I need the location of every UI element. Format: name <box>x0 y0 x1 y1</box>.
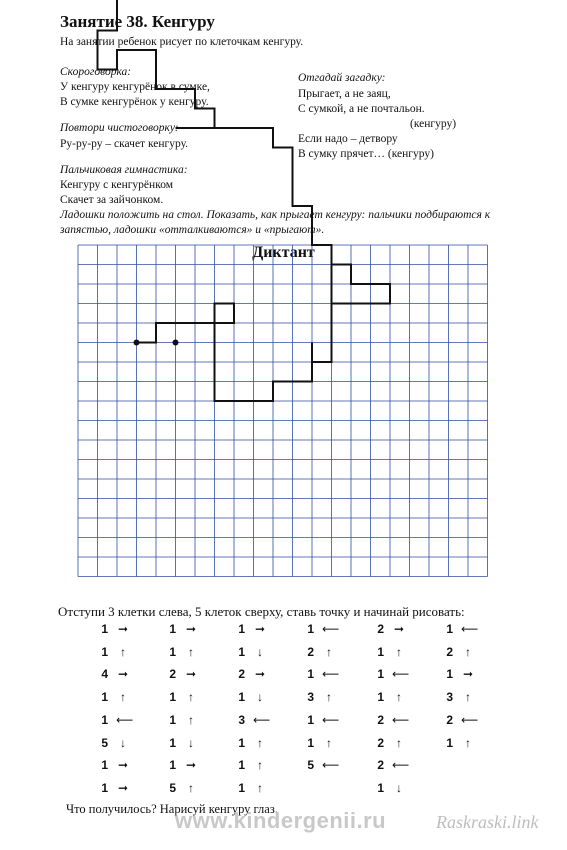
arrow-up-icon: ↑ <box>326 735 332 750</box>
dictation-step <box>94 645 130 659</box>
step-count: 5 <box>101 735 108 750</box>
dictation-step <box>231 712 271 727</box>
step-count: 2 <box>238 667 245 682</box>
step-count: 2 <box>377 758 384 773</box>
step-count: 1 <box>446 735 453 750</box>
dictation-step <box>231 758 267 772</box>
arrow-left-icon: ⟵ <box>322 712 340 727</box>
dictation-step <box>162 736 198 750</box>
riddle-line: С сумкой, а не почтальон. <box>298 103 425 115</box>
finger-gym-task: Ладошки положить на стол. Показать, как прыгает кенгуру: пальчики подбираются к запястью, ладошки «отталкиваются» и «прыгают». <box>60 209 491 236</box>
arrow-right-icon: ➞ <box>462 667 474 682</box>
riddle-line: Если надо – детвору <box>298 133 398 145</box>
step-count: 2 <box>377 622 384 636</box>
riddle-answer: (кенгуру) <box>410 118 457 130</box>
dictation-step <box>94 667 130 681</box>
arrow-up-icon: ↑ <box>188 644 194 659</box>
arrow-up-icon: ↑ <box>188 712 194 727</box>
dictation-step <box>94 758 130 772</box>
arrow-up-icon: ↑ <box>326 690 332 705</box>
arrow-left-icon: ⟵ <box>461 622 479 636</box>
arrow-left-icon: ⟵ <box>253 712 271 727</box>
step-count: 1 <box>446 667 453 682</box>
pure-talk-line: Ру-ру-ру – скачет кенгуру. <box>60 138 189 150</box>
step-count: 3 <box>238 712 245 727</box>
dictation-step <box>231 736 267 750</box>
step-count: 1 <box>101 758 108 773</box>
tongue-twister-line: У кенгуру кенгурёнок в сумке, <box>60 81 210 93</box>
dictation-footer: Что получилось? Нарисуй кенгуру глаз. <box>66 802 278 816</box>
dictation-step <box>370 758 410 773</box>
dictation-step <box>300 667 340 682</box>
arrow-down-icon: ↓ <box>257 690 263 705</box>
dictation-step <box>231 645 267 659</box>
step-count: 1 <box>101 644 108 659</box>
arrow-right-icon: ➞ <box>393 622 405 636</box>
finger-gym-line: Кенгуру с кенгурёнком <box>60 179 174 191</box>
dictation-step <box>370 781 406 795</box>
dictation-step <box>162 713 198 727</box>
step-count: 1 <box>101 690 108 705</box>
dictation-step <box>439 736 475 750</box>
step-count: 2 <box>446 644 453 659</box>
dictation-step <box>94 781 130 795</box>
step-count: 1 <box>101 780 108 795</box>
step-count: 3 <box>307 690 314 705</box>
step-count: 2 <box>377 735 384 750</box>
step-count: 4 <box>101 667 108 682</box>
step-count: 2 <box>307 644 314 659</box>
step-count: 1 <box>377 780 384 795</box>
dictation-step <box>370 645 406 659</box>
dictation-step <box>439 667 475 681</box>
dictation-step <box>439 712 479 727</box>
step-count: 1 <box>307 735 314 750</box>
start-dot <box>173 340 179 346</box>
arrow-left-icon: ⟵ <box>116 712 134 727</box>
step-count: 1 <box>377 690 384 705</box>
step-count: 1 <box>238 690 245 705</box>
arrow-up-icon: ↑ <box>188 690 194 705</box>
dictation-step <box>439 645 475 659</box>
arrow-left-icon: ⟵ <box>322 622 340 636</box>
arrow-up-icon: ↑ <box>257 780 263 795</box>
step-count: 1 <box>169 758 176 773</box>
brand-watermark: Raskraski.link <box>436 812 539 832</box>
step-count: 1 <box>101 622 108 636</box>
site-watermark: www.kindergenii.ru <box>175 808 387 833</box>
finger-gym-label: Пальчиковая гимнастика: <box>60 164 188 176</box>
arrow-up-icon: ↑ <box>465 735 471 750</box>
dictation-step <box>231 781 267 795</box>
dictation-step <box>162 690 198 704</box>
dictation-step <box>94 690 130 704</box>
arrow-left-icon: ⟵ <box>392 667 410 682</box>
dictation-step <box>370 622 406 636</box>
arrow-up-icon: ↑ <box>188 780 194 795</box>
arrow-left-icon: ⟵ <box>392 712 410 727</box>
pure-talk-label: Повтори чистоговорку: <box>60 122 179 134</box>
arrow-up-icon: ↑ <box>120 644 126 659</box>
dictation-step <box>94 736 130 750</box>
arrow-down-icon: ↓ <box>396 780 402 795</box>
start-dot <box>134 340 140 346</box>
tongue-twister-line: В сумке кенгурёнок у кенгуру. <box>60 96 209 108</box>
arrow-right-icon: ➞ <box>117 622 129 636</box>
step-count: 1 <box>307 712 314 727</box>
arrow-left-icon: ⟵ <box>461 712 479 727</box>
step-count: 1 <box>169 712 176 727</box>
dictation-step <box>370 690 406 704</box>
tongue-twister-label: Скороговорка: <box>60 66 132 78</box>
arrow-up-icon: ↑ <box>396 735 402 750</box>
dictation-instruction: Отступи 3 клетки слева, 5 клеток сверху, ставь точку и начинай рисовать: <box>58 604 465 619</box>
step-count: 1 <box>238 780 245 795</box>
dictation-step <box>300 645 336 659</box>
step-count: 1 <box>238 644 245 659</box>
arrow-left-icon: ⟵ <box>322 667 340 682</box>
intro-text: На занятии ребенок рисует по клеточкам кенгуру. <box>60 36 304 48</box>
dictation-step <box>300 712 340 727</box>
arrow-down-icon: ↓ <box>257 644 263 659</box>
arrow-up-icon: ↑ <box>465 690 471 705</box>
step-count: 1 <box>169 735 176 750</box>
arrow-up-icon: ↑ <box>257 735 263 750</box>
step-count: 1 <box>169 690 176 705</box>
step-count: 5 <box>169 780 176 795</box>
riddle-line: Прыгает, а не заяц, <box>298 88 391 100</box>
arrow-right-icon: ➞ <box>117 758 129 773</box>
arrow-down-icon: ↓ <box>120 735 126 750</box>
arrow-right-icon: ➞ <box>185 622 197 636</box>
arrow-up-icon: ↑ <box>396 690 402 705</box>
dictation-step <box>439 622 479 636</box>
arrow-up-icon: ↑ <box>257 758 263 773</box>
dictation-step <box>162 622 198 636</box>
arrow-right-icon: ➞ <box>185 758 197 773</box>
step-count: 1 <box>169 622 176 636</box>
step-count: 1 <box>377 667 384 682</box>
page-title: Занятие 38. Кенгуру <box>60 12 215 31</box>
step-count: 1 <box>238 622 245 636</box>
step-count: 1 <box>238 758 245 773</box>
riddle-line: В сумку прячет… (кенгуру) <box>298 148 434 160</box>
dictation-title: Диктант <box>252 244 315 261</box>
arrow-up-icon: ↑ <box>465 644 471 659</box>
step-count: 1 <box>377 644 384 659</box>
step-count: 2 <box>169 667 176 682</box>
step-count: 1 <box>169 644 176 659</box>
arrow-down-icon: ↓ <box>188 735 194 750</box>
dictation-step <box>162 758 198 772</box>
dictation-step <box>162 781 198 795</box>
arrow-up-icon: ↑ <box>326 644 332 659</box>
dictation-step <box>231 690 267 704</box>
dictation-step <box>94 712 134 727</box>
dictation-step <box>231 667 267 681</box>
dictation-step <box>94 622 130 636</box>
step-count: 1 <box>307 622 314 636</box>
step-count: 3 <box>446 690 453 705</box>
dictation-step <box>231 622 267 636</box>
arrow-right-icon: ➞ <box>254 622 266 636</box>
step-count: 1 <box>307 667 314 682</box>
arrow-right-icon: ➞ <box>185 667 197 682</box>
dictation-step <box>370 667 410 682</box>
dictation-step <box>300 690 336 704</box>
dictation-step <box>300 758 340 773</box>
arrow-right-icon: ➞ <box>117 667 129 682</box>
step-count: 5 <box>307 758 314 773</box>
dictation-step <box>439 690 475 704</box>
riddle-label: Отгадай загадку: <box>298 72 386 84</box>
step-count: 1 <box>101 712 108 727</box>
finger-gym-line: Скачет за зайчонком. <box>60 194 164 206</box>
dictation-step <box>300 622 340 636</box>
step-count: 1 <box>238 735 245 750</box>
arrow-right-icon: ➞ <box>117 780 129 795</box>
arrow-left-icon: ⟵ <box>392 758 410 773</box>
dictation-step <box>300 736 336 750</box>
arrow-up-icon: ↑ <box>120 690 126 705</box>
arrow-left-icon: ⟵ <box>322 758 340 773</box>
dictation-step <box>162 667 198 681</box>
dictation-step <box>370 712 410 727</box>
dictation-step <box>370 736 406 750</box>
arrow-right-icon: ➞ <box>254 667 266 682</box>
dictation-step <box>162 645 198 659</box>
step-count: 2 <box>446 712 453 727</box>
arrow-up-icon: ↑ <box>396 644 402 659</box>
step-count: 2 <box>377 712 384 727</box>
step-count: 1 <box>446 622 453 636</box>
